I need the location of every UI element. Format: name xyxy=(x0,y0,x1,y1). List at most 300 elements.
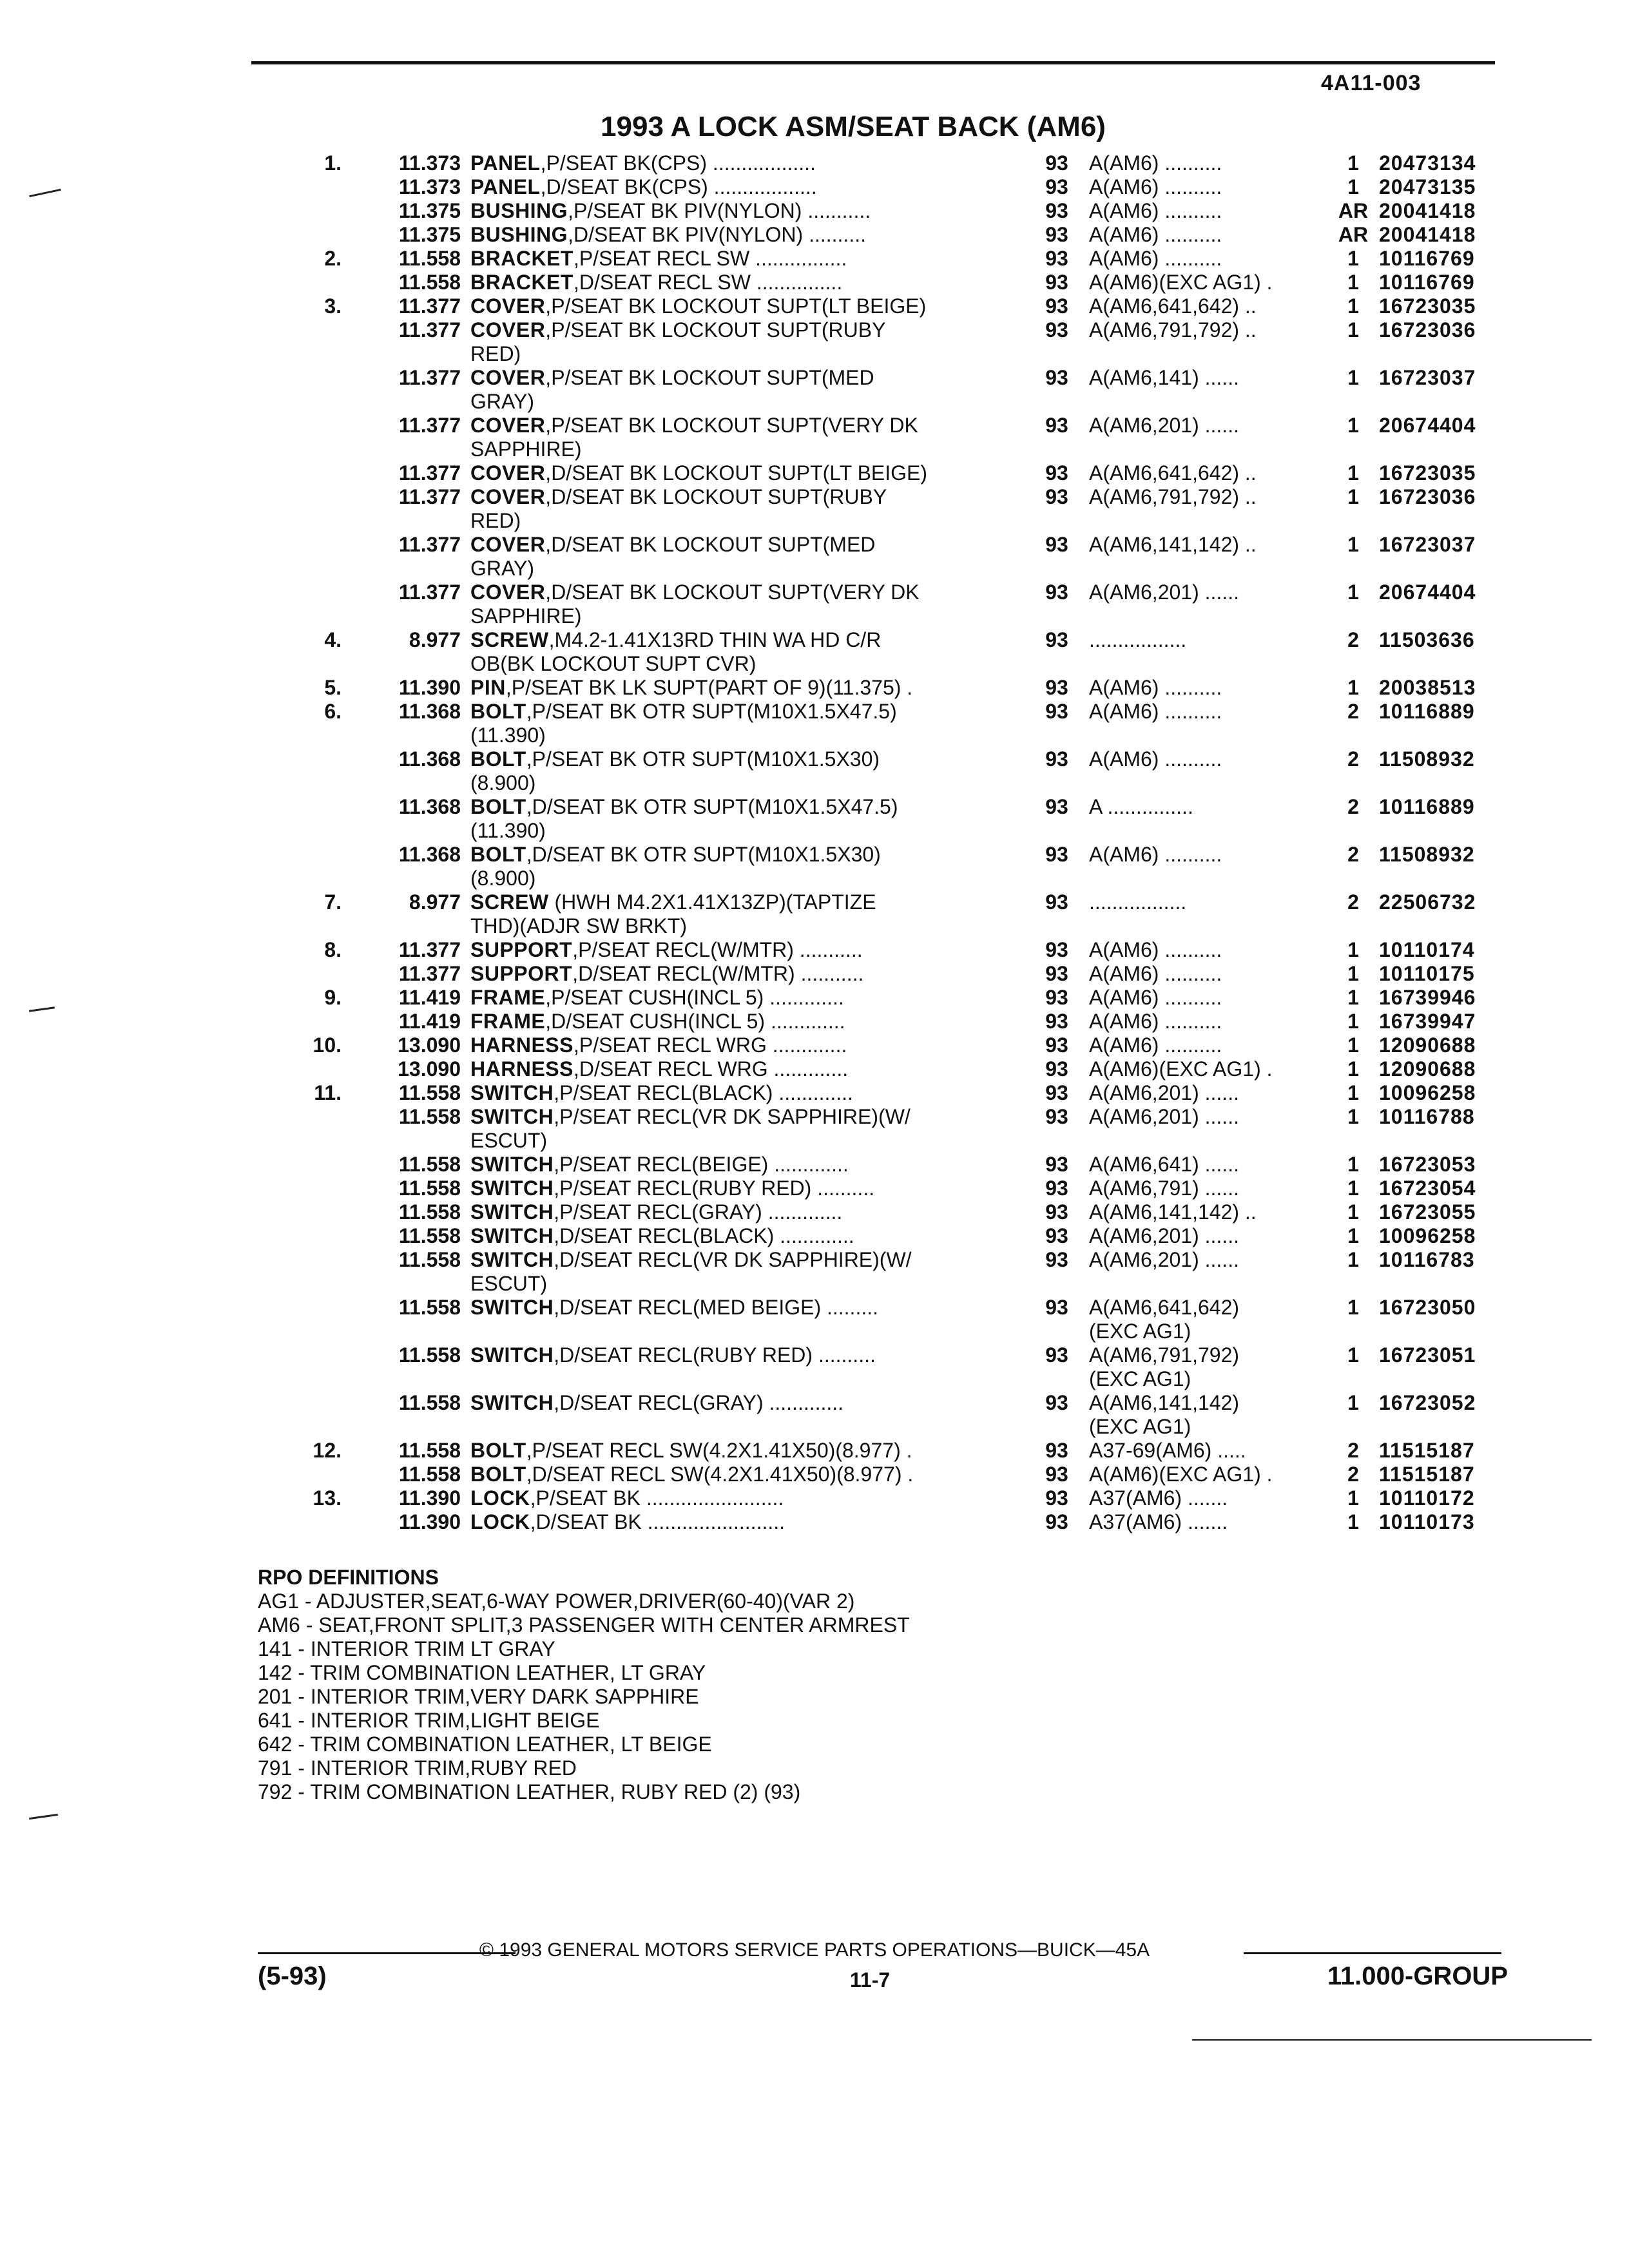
part-desc-text: SAPPHIRE) xyxy=(470,604,582,628)
part-description xyxy=(470,819,999,843)
part-quantity: 1 xyxy=(1347,986,1359,1009)
leader-dots: ............. xyxy=(774,1224,854,1247)
part-row xyxy=(0,175,1629,199)
part-number: 12090688 xyxy=(1379,1057,1476,1081)
part-name: BOLT xyxy=(470,795,526,818)
footer-copyright: © 1993 GENERAL MOTORS SERVICE PARTS OPERATIONS—BUICK—45A xyxy=(479,1939,1150,1961)
part-group-code: 11.373 xyxy=(398,151,461,175)
part-row xyxy=(0,1153,1629,1177)
part-description xyxy=(470,843,999,867)
part-row xyxy=(0,676,1629,700)
part-number: 20038513 xyxy=(1379,676,1476,699)
part-application: A(AM6,791,792) .. xyxy=(1089,485,1257,508)
part-year: 93 xyxy=(1045,1105,1068,1128)
part-number: 11508932 xyxy=(1379,747,1475,771)
part-row xyxy=(0,795,1629,819)
part-number: 20041418 xyxy=(1379,223,1476,246)
part-description xyxy=(470,557,999,581)
part-quantity: 1 xyxy=(1347,175,1359,198)
part-row xyxy=(0,962,1629,986)
part-number: 10096258 xyxy=(1379,1081,1476,1104)
part-group-code: 11.377 xyxy=(398,366,461,389)
part-description xyxy=(470,1343,999,1367)
part-year: 93 xyxy=(1045,747,1068,771)
part-number: 16723054 xyxy=(1379,1177,1476,1200)
part-row xyxy=(0,390,1629,414)
part-description xyxy=(470,700,999,724)
part-description xyxy=(470,533,999,557)
part-row xyxy=(0,294,1629,318)
part-row xyxy=(0,1415,1629,1439)
part-row xyxy=(0,318,1629,342)
part-name: FRAME xyxy=(470,986,546,1009)
part-group-code: 11.558 xyxy=(398,247,461,270)
part-quantity: 1 xyxy=(1347,1010,1359,1033)
part-year: 93 xyxy=(1045,151,1068,175)
part-name: SWITCH xyxy=(470,1224,554,1247)
part-description xyxy=(470,1248,999,1272)
rpo-item: 641 - INTERIOR TRIM,LIGHT BEIGE xyxy=(258,1709,600,1732)
part-description xyxy=(470,1463,999,1486)
part-description xyxy=(470,247,999,271)
part-quantity: 1 xyxy=(1347,962,1359,985)
part-row xyxy=(0,1010,1629,1033)
part-row xyxy=(0,700,1629,724)
part-application: A(AM6) .......... xyxy=(1089,1010,1222,1033)
part-number: 10110173 xyxy=(1379,1510,1475,1533)
part-group-code: 11.558 xyxy=(398,1439,461,1462)
part-row xyxy=(0,1296,1629,1320)
part-desc-text: ,P/SEAT BK LOCKOUT SUPT(VERY DK xyxy=(545,414,918,437)
leader-dots: ........................ xyxy=(640,1486,784,1510)
part-name: COVER xyxy=(470,461,546,485)
part-ref-number: 12. xyxy=(313,1439,342,1462)
part-name: COVER xyxy=(470,414,546,437)
part-row xyxy=(0,1177,1629,1200)
part-application: A(AM6) .......... xyxy=(1089,986,1222,1009)
part-desc-text: ,D/SEAT RECL(VR DK SAPPHIRE)(W/ xyxy=(554,1248,912,1271)
part-description xyxy=(470,1391,999,1415)
part-group-code: 13.090 xyxy=(398,1033,461,1057)
part-desc-text: OB(BK LOCKOUT SUPT CVR) xyxy=(470,652,757,675)
part-group-code: 8.977 xyxy=(409,890,461,914)
leader-dots: ............. xyxy=(765,1010,845,1033)
part-application: A(AM6,141) ...... xyxy=(1089,366,1239,389)
part-description xyxy=(470,294,999,318)
part-ref-number: 13. xyxy=(313,1486,342,1510)
leader-dots: .................. xyxy=(708,175,817,198)
part-description xyxy=(470,175,999,199)
leader-dots: ........................ xyxy=(641,1510,786,1533)
part-description xyxy=(470,747,999,771)
part-desc-text: ,P/SEAT RECL(VR DK SAPPHIRE)(W/ xyxy=(554,1105,911,1128)
part-row xyxy=(0,890,1629,914)
part-group-code: 11.373 xyxy=(398,175,461,198)
part-desc-text: (HWH M4.2X1.41X13ZP)(TAPTIZE xyxy=(548,890,876,914)
part-description xyxy=(470,342,999,366)
part-number: 20041418 xyxy=(1379,199,1476,222)
part-description xyxy=(470,1153,999,1177)
part-description xyxy=(470,676,999,700)
part-application: A(AM6,791,792) xyxy=(1089,1343,1240,1367)
part-desc-text: ,D/SEAT BK PIV(NYLON) xyxy=(568,223,804,246)
part-year: 93 xyxy=(1045,271,1068,294)
part-row xyxy=(0,342,1629,366)
part-desc-text: ,P/SEAT RECL(RUBY RED) xyxy=(554,1177,812,1200)
part-year: 93 xyxy=(1045,938,1068,961)
part-application: A37-69(AM6) ..... xyxy=(1089,1439,1246,1462)
part-name: SWITCH xyxy=(470,1391,554,1414)
part-desc-text: ,D/SEAT BK OTR SUPT(M10X1.5X47.5) xyxy=(526,795,898,818)
part-application: A(AM6) .......... xyxy=(1089,1033,1222,1057)
part-description xyxy=(470,1033,999,1057)
part-application: ................. xyxy=(1089,628,1187,651)
part-number: 11515187 xyxy=(1379,1463,1475,1486)
part-quantity: 2 xyxy=(1347,700,1359,723)
part-name: COVER xyxy=(470,485,546,508)
part-name: LOCK xyxy=(470,1486,530,1510)
part-desc-text: ,D/SEAT CUSH(INCL 5) xyxy=(545,1010,766,1033)
part-year: 93 xyxy=(1045,1200,1068,1224)
part-quantity: 1 xyxy=(1347,485,1359,508)
part-application: A(AM6,791) ...... xyxy=(1089,1177,1239,1200)
part-description xyxy=(470,1177,999,1200)
part-number: 16723036 xyxy=(1379,485,1476,508)
part-year: 93 xyxy=(1045,366,1068,389)
part-application: (EXC AG1) xyxy=(1089,1320,1191,1343)
part-desc-text: ,D/SEAT BK xyxy=(530,1510,642,1533)
part-year: 93 xyxy=(1045,1296,1068,1319)
part-description xyxy=(470,914,999,938)
rpo-heading: RPO DEFINITIONS xyxy=(258,1566,439,1589)
part-desc-text: ,D/SEAT BK(CPS) xyxy=(540,175,708,198)
part-description xyxy=(470,1057,999,1081)
part-description xyxy=(470,986,999,1010)
part-year: 93 xyxy=(1045,199,1068,222)
part-row xyxy=(0,247,1629,271)
part-row xyxy=(0,724,1629,747)
part-number: 16723055 xyxy=(1379,1200,1476,1224)
part-application: A(AM6,201) ...... xyxy=(1089,1248,1239,1271)
parts-list xyxy=(0,151,1629,1534)
part-description xyxy=(470,414,999,437)
part-group-code: 11.558 xyxy=(398,1343,461,1367)
part-row xyxy=(0,557,1629,581)
part-number: 10096258 xyxy=(1379,1224,1476,1247)
part-application: A(AM6) .......... xyxy=(1089,151,1222,175)
part-name: BUSHING xyxy=(470,223,568,246)
part-application: A(AM6) .......... xyxy=(1089,223,1222,246)
part-year: 93 xyxy=(1045,700,1068,723)
part-application: A(AM6) .......... xyxy=(1089,843,1222,866)
leader-dots: . xyxy=(900,1439,912,1462)
part-quantity: AR xyxy=(1338,199,1369,222)
part-group-code: 11.558 xyxy=(398,1224,461,1247)
part-description xyxy=(470,151,999,175)
leader-dots: ............. xyxy=(766,1033,847,1057)
part-application: A(AM6)(EXC AG1) . xyxy=(1089,271,1273,294)
part-row xyxy=(0,1463,1629,1486)
part-quantity: 1 xyxy=(1347,1224,1359,1247)
part-group-code: 11.375 xyxy=(398,199,461,222)
rpo-item: 642 - TRIM COMBINATION LEATHER, LT BEIGE xyxy=(258,1733,712,1756)
part-number: 16723052 xyxy=(1379,1391,1476,1414)
part-group-code: 11.368 xyxy=(398,795,461,818)
part-name: SWITCH xyxy=(470,1200,554,1224)
part-year: 93 xyxy=(1045,1224,1068,1247)
part-description xyxy=(470,318,999,342)
part-ref-number: 5. xyxy=(324,676,342,699)
part-quantity: 1 xyxy=(1347,1200,1359,1224)
part-row xyxy=(0,151,1629,175)
part-row xyxy=(0,414,1629,437)
part-name: SWITCH xyxy=(470,1153,554,1176)
part-row xyxy=(0,1105,1629,1129)
part-quantity: 2 xyxy=(1347,890,1359,914)
part-row xyxy=(0,867,1629,890)
part-quantity: 1 xyxy=(1347,676,1359,699)
part-group-code: 11.558 xyxy=(398,1153,461,1176)
page-code: 4A11-003 xyxy=(1321,71,1422,95)
part-ref-number: 7. xyxy=(324,890,342,914)
part-group-code: 8.977 xyxy=(409,628,461,651)
part-group-code: 11.377 xyxy=(398,318,461,341)
part-application: A(AM6,201) ...... xyxy=(1089,581,1239,604)
part-row xyxy=(0,604,1629,628)
margin-mark xyxy=(29,1814,58,1820)
part-number: 10116889 xyxy=(1379,700,1475,723)
part-description xyxy=(470,938,999,962)
part-desc-text: ,D/SEAT BK OTR SUPT(M10X1.5X30) xyxy=(526,843,881,866)
part-application: A(AM6,201) ...... xyxy=(1089,414,1239,437)
part-year: 93 xyxy=(1045,533,1068,556)
part-desc-text: ,D/SEAT RECL SW xyxy=(573,271,751,294)
part-desc-text: ,P/SEAT BK LOCKOUT SUPT(RUBY xyxy=(545,318,886,341)
part-number: 11503636 xyxy=(1379,628,1475,651)
footer-group: 11.000-GROUP xyxy=(1327,1962,1508,1990)
part-description xyxy=(470,390,999,414)
part-number: 22506732 xyxy=(1379,890,1476,914)
part-row xyxy=(0,437,1629,461)
rpo-item: AG1 - ADJUSTER,SEAT,6-WAY POWER,DRIVER(60-40)(VAR 2) xyxy=(258,1590,855,1613)
part-quantity: 1 xyxy=(1347,1343,1359,1367)
part-number: 16723051 xyxy=(1379,1343,1476,1367)
part-description xyxy=(470,724,999,747)
part-description xyxy=(470,771,999,795)
part-year: 93 xyxy=(1045,485,1068,508)
part-quantity: 1 xyxy=(1347,1248,1359,1271)
part-ref-number: 4. xyxy=(324,628,342,651)
part-description xyxy=(470,962,999,986)
part-application: A(AM6) .......... xyxy=(1089,747,1222,771)
part-desc-text: ,P/SEAT RECL(BEIGE) xyxy=(554,1153,769,1176)
part-name: BUSHING xyxy=(470,199,568,222)
part-quantity: 1 xyxy=(1347,1486,1359,1510)
part-name: BRACKET xyxy=(470,271,574,294)
part-application: A ............... xyxy=(1089,795,1193,818)
leader-dots: .......... xyxy=(803,223,866,246)
part-row xyxy=(0,223,1629,247)
part-year: 93 xyxy=(1045,223,1068,246)
part-row xyxy=(0,1486,1629,1510)
part-row xyxy=(0,1320,1629,1343)
part-group-code: 11.377 xyxy=(398,294,461,318)
part-number: 16739946 xyxy=(1379,986,1476,1009)
part-row xyxy=(0,1057,1629,1081)
part-desc-text: (11.390) xyxy=(470,819,546,842)
rpo-item: 141 - INTERIOR TRIM LT GRAY xyxy=(258,1637,555,1660)
part-group-code: 11.377 xyxy=(398,962,461,985)
leader-dots: ........... xyxy=(802,199,871,222)
part-description xyxy=(470,509,999,533)
part-application: A(AM6,201) ...... xyxy=(1089,1105,1239,1128)
part-group-code: 11.390 xyxy=(398,1486,461,1510)
part-row xyxy=(0,628,1629,652)
part-number: 16723035 xyxy=(1379,294,1476,318)
part-number: 10116783 xyxy=(1379,1248,1475,1271)
part-name: SWITCH xyxy=(470,1248,554,1271)
part-number: 12090688 xyxy=(1379,1033,1476,1057)
part-group-code: 11.558 xyxy=(398,1463,461,1486)
part-description xyxy=(470,1510,999,1534)
rpo-item: 201 - INTERIOR TRIM,VERY DARK SAPPHIRE xyxy=(258,1685,699,1708)
part-name: SWITCH xyxy=(470,1081,554,1104)
part-year: 93 xyxy=(1045,986,1068,1009)
part-ref-number: 9. xyxy=(324,986,342,1009)
part-name: COVER xyxy=(470,533,546,556)
part-description xyxy=(470,437,999,461)
leader-dots: ............. xyxy=(773,1081,853,1104)
part-application: A37(AM6) ....... xyxy=(1089,1510,1228,1533)
part-year: 93 xyxy=(1045,1439,1068,1462)
part-year: 93 xyxy=(1045,795,1068,818)
part-description xyxy=(470,581,999,604)
part-application: A(AM6,141,142) .. xyxy=(1089,1200,1257,1224)
part-application: A(AM6) .......... xyxy=(1089,676,1222,699)
part-desc-text: ,M4.2-1.41X13RD THIN WA HD C/R xyxy=(548,628,882,651)
part-year: 93 xyxy=(1045,461,1068,485)
part-row xyxy=(0,1248,1629,1272)
part-number: 11508932 xyxy=(1379,843,1475,866)
part-row xyxy=(0,1224,1629,1248)
part-description xyxy=(470,604,999,628)
part-row xyxy=(0,843,1629,867)
part-description xyxy=(470,867,999,890)
page-title: 1993 A LOCK ASM/SEAT BACK (AM6) xyxy=(601,111,1106,142)
part-description xyxy=(470,485,999,509)
part-description xyxy=(470,1224,999,1248)
part-group-code: 11.558 xyxy=(398,1105,461,1128)
part-group-code: 11.558 xyxy=(398,1296,461,1319)
part-number: 10116769 xyxy=(1379,247,1475,270)
part-quantity: 1 xyxy=(1347,1033,1359,1057)
part-quantity: 2 xyxy=(1347,628,1359,651)
part-desc-text: ,P/SEAT RECL WRG xyxy=(573,1033,767,1057)
part-name: SUPPORT xyxy=(470,938,573,961)
leader-dots: . xyxy=(901,1463,914,1486)
leader-dots: ......... xyxy=(821,1296,878,1319)
part-application: A(AM6) .......... xyxy=(1089,962,1222,985)
part-number: 16723037 xyxy=(1379,366,1476,389)
leader-dots: ............. xyxy=(764,986,844,1009)
part-row xyxy=(0,819,1629,843)
part-desc-text: ,P/SEAT RECL(W/MTR) xyxy=(572,938,794,961)
part-number: 11515187 xyxy=(1379,1439,1475,1462)
leader-dots: ............. xyxy=(767,1057,849,1081)
part-description xyxy=(470,1296,999,1320)
part-application: A(AM6) .......... xyxy=(1089,199,1222,222)
part-description xyxy=(470,271,999,294)
leader-dots: .......... xyxy=(813,1343,876,1367)
part-number: 16739947 xyxy=(1379,1010,1476,1033)
part-description xyxy=(470,199,999,223)
part-description xyxy=(470,1129,999,1153)
part-row xyxy=(0,771,1629,795)
footer-date: (5-93) xyxy=(258,1962,327,1990)
part-name: SWITCH xyxy=(470,1105,554,1128)
part-desc-text: SAPPHIRE) xyxy=(470,437,582,461)
part-group-code: 11.558 xyxy=(398,271,461,294)
part-ref-number: 10. xyxy=(313,1033,342,1057)
part-quantity: 1 xyxy=(1347,1391,1359,1414)
part-group-code: 11.419 xyxy=(398,1010,461,1033)
part-desc-text: ESCUT) xyxy=(470,1129,548,1152)
part-desc-text: (8.900) xyxy=(470,771,536,794)
part-quantity: 1 xyxy=(1347,271,1359,294)
part-year: 93 xyxy=(1045,676,1068,699)
leader-dots: .......... xyxy=(811,1177,875,1200)
leader-dots: ............. xyxy=(768,1153,849,1176)
part-row xyxy=(0,1510,1629,1534)
part-group-code: 11.377 xyxy=(398,485,461,508)
part-quantity: 1 xyxy=(1347,247,1359,270)
part-year: 93 xyxy=(1045,843,1068,866)
rpo-item: 792 - TRIM COMBINATION LEATHER, RUBY RED (2) (93) xyxy=(258,1780,801,1803)
part-application: A(AM6,201) ...... xyxy=(1089,1081,1239,1104)
footer-page-number: 11-7 xyxy=(849,1968,891,1992)
part-desc-text: RED) xyxy=(470,342,521,365)
part-year: 93 xyxy=(1045,1033,1068,1057)
part-name: BOLT xyxy=(470,747,526,771)
part-application: A(AM6,141,142) xyxy=(1089,1391,1240,1414)
part-application: A(AM6) .......... xyxy=(1089,175,1222,198)
part-ref-number: 8. xyxy=(324,938,342,961)
part-group-code: 11.558 xyxy=(398,1248,461,1271)
leader-dots: ............... xyxy=(750,271,843,294)
part-application: A(AM6) .......... xyxy=(1089,247,1222,270)
part-description xyxy=(470,890,999,914)
part-quantity: 1 xyxy=(1347,414,1359,437)
part-group-code: 11.390 xyxy=(398,1510,461,1533)
part-quantity: 2 xyxy=(1347,795,1359,818)
part-quantity: 1 xyxy=(1347,294,1359,318)
part-year: 93 xyxy=(1045,1057,1068,1081)
part-application: (EXC AG1) xyxy=(1089,1415,1191,1438)
part-year: 93 xyxy=(1045,628,1068,651)
part-description xyxy=(470,1105,999,1129)
part-description xyxy=(470,223,999,247)
part-name: SWITCH xyxy=(470,1296,554,1319)
part-row xyxy=(0,1129,1629,1153)
part-group-code: 11.377 xyxy=(398,581,461,604)
rpo-definitions xyxy=(258,1566,910,1804)
part-year: 93 xyxy=(1045,1010,1068,1033)
part-desc-text: ,P/SEAT RECL SW(4.2X1.41X50)(8.977) xyxy=(526,1439,901,1462)
part-desc-text: (11.390) xyxy=(470,724,546,747)
part-row xyxy=(0,485,1629,509)
part-quantity: 1 xyxy=(1347,1510,1359,1533)
part-quantity: 1 xyxy=(1347,1081,1359,1104)
